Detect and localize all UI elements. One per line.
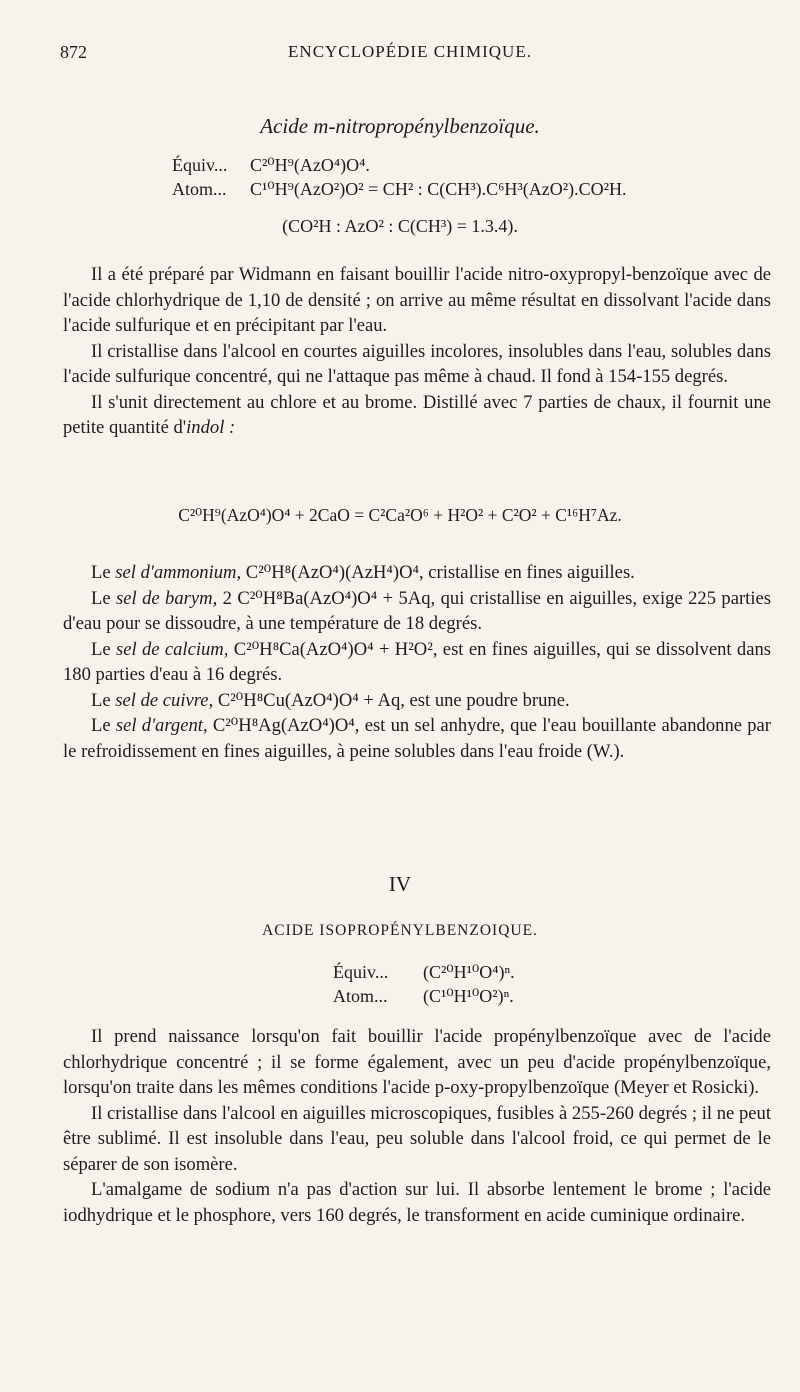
- text: C²⁰H⁸Ag(AzO⁴)O⁴, est un sel anhydre, que l'eau bouillante abandonne par le refroidissement en fines aiguilles, à peine solubles dans l'eau froide (W.).: [63, 715, 771, 762]
- formula-block: [172, 153, 627, 201]
- formula-block-2: [333, 960, 515, 1008]
- atom-label: Atom...: [333, 986, 388, 1006]
- atom-row: [333, 984, 515, 1008]
- salt-paragraph: [63, 586, 771, 637]
- text-block-1: [63, 262, 771, 441]
- equiv-row: [333, 960, 515, 984]
- text: Le: [91, 587, 117, 609]
- atom-formula: (C¹⁰H¹⁰O²)ⁿ.: [423, 986, 514, 1006]
- paragraph: Il cristallise dans l'alcool en courtes aiguilles incolores, insolubles dans l'eau, solubles dans l'acide sulfurique concentré, qui ne l'attaque pas même à chaud. Il fond à 154-155 degrés.: [63, 340, 771, 387]
- section-number: IV: [388, 872, 412, 896]
- paragraph: Il cristallise dans l'alcool en aiguilles microscopiques, fusibles à 255-260 degrés ; il ne peut être sublimé. Il est insoluble dans l'eau, peu soluble dans l'alcool froid, ce qui permet de le séparer de son isomère.: [63, 1102, 771, 1175]
- reaction-equation: C²⁰H⁹(AzO⁴)O⁴ + 2CaO = C²Ca²O⁶ + H²O² + C²O² + C¹⁶H⁷Az.: [178, 505, 622, 525]
- paragraph: Il prend naissance lorsqu'on fait bouillir l'acide propénylbenzoïque avec de l'acide chlorhydrique concentré ; il se forme également, avec un peu d'acide propénylbenzoïque, lorsqu'on traite dans les mêmes conditions l'acide p-oxy-propylbenzoïque (Meyer et Rosicki).: [63, 1026, 771, 1098]
- position-formula: (CO²H : AzO² : C(CH³) = 1.3.4).: [282, 216, 518, 236]
- paragraph: L'amalgame de sodium n'a pas d'action sur lui. Il absorbe lentement le brome ; l'acide iodhydrique et le phosphore, vers 160 degrés, le transforment en acide cuminique ordinaire.: [63, 1179, 771, 1226]
- text: C²⁰H⁸Ca(AzO⁴)O⁴ + H²O², est en fines aiguilles, qui se dissolvent dans 180 parties d'eau à 16 degrés.: [63, 638, 772, 685]
- salt-name: sel de barym,: [116, 587, 218, 609]
- section-heading: ACIDE ISOPROPÉNYLBENZOIQUE.: [262, 922, 538, 939]
- atom-label: Atom...: [172, 179, 227, 199]
- section-title: Acide m-nitropropénylbenzoïque.: [260, 114, 540, 138]
- equiv-formula: (C²⁰H¹⁰O⁴)ⁿ.: [423, 962, 515, 982]
- text: Le: [91, 562, 116, 583]
- salts-block: [63, 560, 771, 764]
- salt-name: sel de calcium,: [115, 638, 229, 660]
- paragraph: [63, 390, 771, 441]
- paragraph: Il a été préparé par Widmann en faisant bouillir l'acide nitro-oxypropyl-benzoïque avec de l'acide chlorhydrique de 1,10 de densité ; on arrive au même résultat en dissolvant l'acide dans l'acide sulfurique et en précipitant par l'eau.: [63, 264, 771, 336]
- italic-term: indol :: [186, 417, 236, 438]
- salt-paragraph: [63, 688, 771, 714]
- salt-paragraph: [63, 713, 771, 764]
- text: Le: [91, 715, 116, 736]
- salt-paragraph: [63, 560, 771, 586]
- page-number: 872: [60, 42, 87, 62]
- equiv-label: Équiv...: [172, 155, 228, 175]
- salt-paragraph: [63, 637, 771, 688]
- text: C²⁰H⁸Cu(AzO⁴)O⁴ + Aq, est une poudre brune.: [213, 689, 570, 711]
- salt-name: sel d'argent,: [115, 715, 208, 736]
- running-header: [60, 42, 760, 66]
- salt-name: sel d'ammonium,: [115, 562, 242, 583]
- text: 2 C²⁰H⁸Ba(AzO⁴)O⁴ + 5Aq, qui cristallise en aiguilles, exige 225 parties d'eau pour se dissoudre, à une température de 18 degrés.: [63, 587, 771, 634]
- running-title: ENCYCLOPÉDIE CHIMIQUE.: [288, 42, 532, 61]
- text: Le: [91, 689, 116, 711]
- text: Le: [91, 638, 116, 660]
- salt-name: sel de cuivre,: [115, 689, 214, 711]
- equiv-label: Équiv...: [333, 962, 389, 982]
- equiv-formula: C²⁰H⁹(AzO⁴)O⁴.: [250, 155, 370, 175]
- equiv-row: [172, 153, 627, 177]
- text-block-2: [63, 1024, 771, 1228]
- atom-formula: C¹⁰H⁹(AzO²)O² = CH² : C(CH³).C⁶H³(AzO²).CO²H.: [250, 179, 627, 199]
- paragraph-text: Il s'unit directement au chlore et au brome. Distillé avec 7 parties de chaux, il fournit une petite quantité d': [63, 391, 771, 438]
- text: C²⁰H⁸(AzO⁴)(AzH⁴)O⁴, cristallise en fines aiguilles.: [241, 562, 635, 583]
- atom-row: [172, 177, 627, 201]
